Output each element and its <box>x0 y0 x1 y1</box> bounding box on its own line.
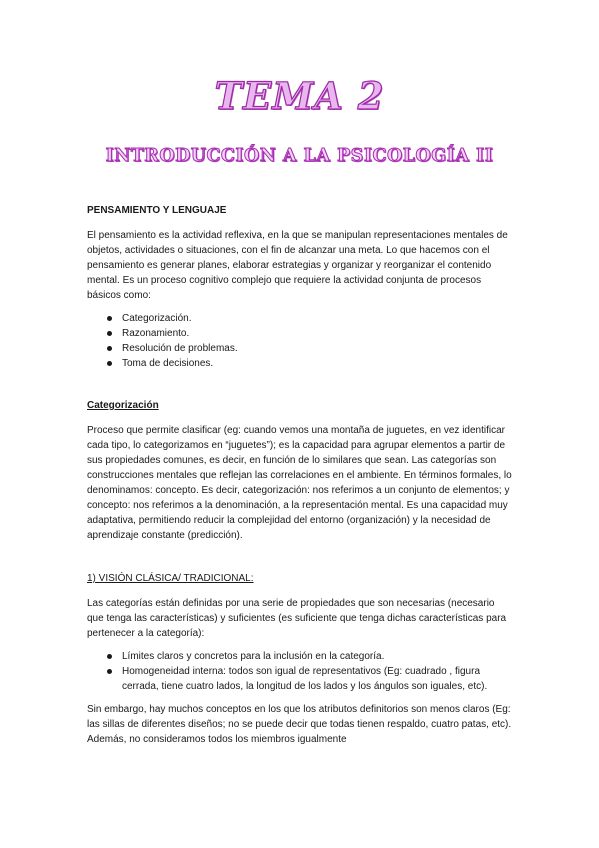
bullet-list-procesos <box>87 311 513 371</box>
section-heading-categorizacion: Categorización <box>87 400 159 411</box>
list-item: Homogeneidad interna: todos son igual de representativos (Eg: cuadrado , figura cerrada, tiene cuatro lados, la longitud de los lados y los ángulos son iguales, etc). <box>107 664 513 694</box>
section-paragraph-vision-clasica: Las categorías están definidas por una serie de propiedades que son necesarias (necesario que tenga las características) y suficientes (es suficiente que tenga dichas características para pertenecer a la categoría): <box>87 598 507 639</box>
list-item: Razonamiento. <box>107 326 513 341</box>
list-item: Categorización. <box>107 311 513 326</box>
section-paragraph-categorizacion: Proceso que permite clasificar (eg: cuando vemos una montaña de juguetes, en vez identificar cada tipo, lo categorizamos en “juguetes”); es la capacidad para agrupar elementos a partir de sus propiedades comunes, es decir, en función de lo similares que sean. Las categorías son construcciones mentales que reflejan las correlaciones en el ambiente. En términos formales, lo denominamos: concepto. Es decir, categorización: nos referimos a un conjunto de elementos; y concepto: nos referimos a la denominación, a la representación mental. Es una capacidad muy adaptativa, permitiendo reducir la complejidad del entorno (organización) y la necesidad de aprendizaje constante (predicción). <box>87 425 512 541</box>
list-item: Resolución de problemas. <box>107 341 513 356</box>
document-title: TEMA 2 <box>214 74 385 118</box>
list-item: Límites claros y concretos para la inclusión en la categoría. <box>107 649 513 664</box>
section-heading-vision-clasica: 1) VISIÓN CLÁSICA/ TRADICIONAL: <box>87 573 254 584</box>
list-item: Toma de decisiones. <box>107 356 513 371</box>
section-paragraph-pensamiento: El pensamiento es la actividad reflexiva, en la que se manipulan representaciones mentales de objetos, actividades o situaciones, con el fin de alcanzar una meta. Lo que hacemos con el pensamiento es generar planes, elaborar estrategias y organizar y reorganizar el contenido mental. Es un proceso cognitivo complejo que requiere la actividad conjunta de procesos básicos como: <box>87 230 508 301</box>
document-body <box>87 203 513 755</box>
section-heading-pensamiento: PENSAMIENTO Y LENGUAJE <box>87 205 227 216</box>
section-paragraph-vision-clasica-2: Sin embargo, hay muchos conceptos en los que los atributos definitorios son menos claros (Eg: las sillas de diferentes diseños; no se puede decir que todas tienen respaldo, cuatro patas, etc). Además, no consideramos todos los miembros igualmente <box>87 704 512 745</box>
document-subtitle: INTRODUCCIÓN A LA PSICOLOGÍA II <box>105 146 494 166</box>
bullet-list-vision-clasica <box>87 649 513 694</box>
